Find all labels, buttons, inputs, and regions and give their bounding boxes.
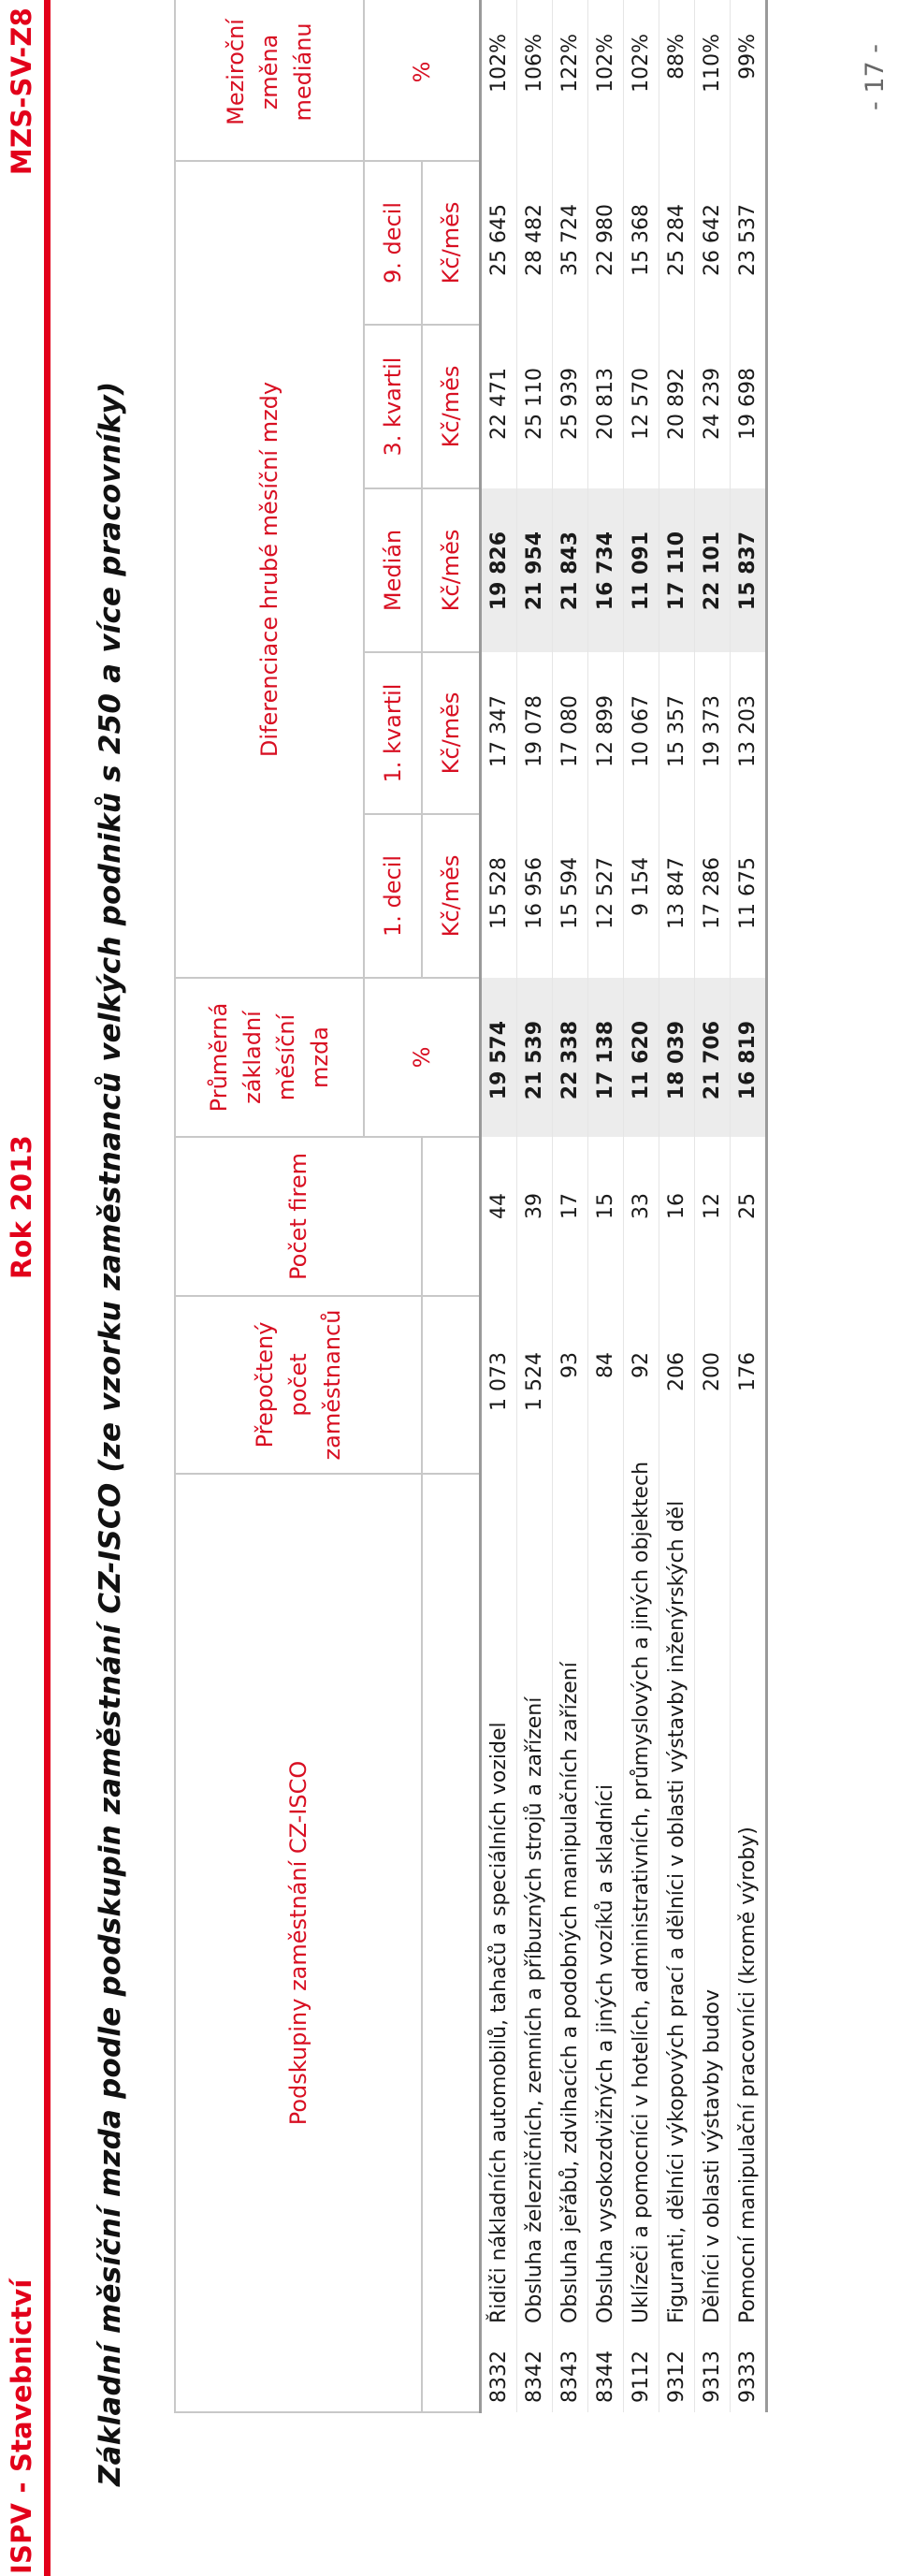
row-median: 19 826 [481,488,517,652]
row-median: 21 843 [553,488,588,652]
row-change: 88% [659,0,695,161]
row-d1: 17 286 [695,814,731,978]
row-change: 102% [624,0,659,161]
col-header-q1: 1. kvartil [364,652,422,814]
unit-change-pct: % [364,0,481,161]
row-d1: 15 528 [481,814,517,978]
row-code: 8332 [481,2325,517,2412]
row-d1: 11 675 [731,814,767,978]
row-name: Obsluha vysokozdvižných a jiných vozíků a skladníci [588,1474,624,2325]
row-name: Uklízeči a pomocníci v hotelích, administrativních, průmyslových a jiných objektech [624,1474,659,2325]
row-q3: 25 939 [553,325,588,488]
row-d1: 13 847 [659,814,695,978]
row-firms: 15 [588,1137,624,1296]
row-d9: 23 537 [731,161,767,325]
row-name: Figuranti, dělníci výkopových prací a dělníci v oblasti výstavby inženýrských děl [659,1474,695,2325]
unit-avg-pct: % [364,978,481,1137]
row-name: Pomocní manipulační pracovníci (kromě výroby) [731,1474,767,2325]
row-avg: 16 819 [731,978,767,1137]
header-divider [44,0,51,2576]
table-row [588,0,624,2412]
row-firms: 39 [517,1137,553,1296]
row-q3: 20 813 [588,325,624,488]
row-q1: 13 203 [731,652,767,814]
header-left: ISPV - Stavebnictví [6,2278,37,2574]
col-header-median: Medián [364,488,422,652]
row-q1: 17 080 [553,652,588,814]
row-q1: 10 067 [624,652,659,814]
unit-blank-employees [422,1296,481,1474]
row-code: 9313 [695,2325,731,2412]
row-d9: 25 645 [481,161,517,325]
row-change: 110% [695,0,731,161]
page-number: - 17 - [861,43,890,110]
row-q3: 24 239 [695,325,731,488]
unit-d1: Kč/měs [422,814,481,978]
table-row [517,0,553,2412]
col-header-q3: 3. kvartil [364,325,422,488]
row-median: 22 101 [695,488,731,652]
row-median: 21 954 [517,488,553,652]
row-firms: 17 [553,1137,588,1296]
row-avg: 21 539 [517,978,553,1137]
col-header-d1: 1. decil [364,814,422,978]
unit-blank-firms [422,1137,481,1296]
row-avg: 17 138 [588,978,624,1137]
row-d9: 26 642 [695,161,731,325]
row-d1: 9 154 [624,814,659,978]
row-employees: 92 [624,1296,659,1474]
row-employees: 206 [659,1296,695,1474]
row-d9: 22 980 [588,161,624,325]
row-avg: 21 706 [695,978,731,1137]
row-q1: 19 078 [517,652,553,814]
row-change: 106% [517,0,553,161]
row-code: 8344 [588,2325,624,2412]
row-avg: 19 574 [481,978,517,1137]
unit-q3: Kč/měs [422,325,481,488]
col-header-employees: Přepočtený počet zaměstnanců [175,1296,422,1474]
row-firms: 16 [659,1137,695,1296]
row-code: 9112 [624,2325,659,2412]
row-firms: 33 [624,1137,659,1296]
page-title: Základní měsíční mzda podle podskupin zaměstnání CZ-ISCO (ze vzorku zaměstnanců velkých podniků s 250 a více pracovníky) [94,381,127,2486]
col-header-avg: Průměrná základní měsíční mzda [175,978,364,1137]
row-code: 9312 [659,2325,695,2412]
row-change: 102% [481,0,517,161]
unit-d9: Kč/měs [422,161,481,325]
row-firms: 12 [695,1137,731,1296]
row-avg: 11 620 [624,978,659,1137]
table-row [695,0,731,2412]
row-q3: 19 698 [731,325,767,488]
row-d9: 25 284 [659,161,695,325]
row-change: 102% [588,0,624,161]
row-firms: 25 [731,1137,767,1296]
col-header-diff: Diferenciace hrubé měsíční mzdy [175,161,364,978]
unit-blank-group [422,1474,481,2412]
row-d9: 15 368 [624,161,659,325]
row-avg: 22 338 [553,978,588,1137]
col-header-change: Meziroční změna mediánu [175,0,364,161]
row-name: Obsluha železničních, zemních a příbuzných strojů a zařízení [517,1474,553,2325]
row-change: 122% [553,0,588,161]
unit-median: Kč/měs [422,488,481,652]
row-d1: 12 527 [588,814,624,978]
row-q1: 12 899 [588,652,624,814]
row-q3: 25 110 [517,325,553,488]
row-d9: 35 724 [553,161,588,325]
row-employees: 200 [695,1296,731,1474]
row-employees: 84 [588,1296,624,1474]
table-row [624,0,659,2412]
row-avg: 18 039 [659,978,695,1137]
row-code: 8342 [517,2325,553,2412]
row-q1: 19 373 [695,652,731,814]
table-row [659,0,695,2412]
row-code: 8343 [553,2325,588,2412]
row-code: 9333 [731,2325,767,2412]
col-header-group: Podskupiny zaměstnání CZ-ISCO [175,1474,422,2412]
row-q3: 20 892 [659,325,695,488]
header-year: Rok 2013 [6,1135,37,1279]
row-median: 15 837 [731,488,767,652]
wage-table [174,0,768,2413]
row-q3: 12 570 [624,325,659,488]
row-employees: 176 [731,1296,767,1474]
col-header-firms: Počet firem [175,1137,422,1296]
row-q1: 15 357 [659,652,695,814]
row-employees: 1 524 [517,1296,553,1474]
row-employees: 93 [553,1296,588,1474]
row-firms: 44 [481,1137,517,1296]
row-d1: 16 956 [517,814,553,978]
row-name: Řidiči nákladních automobilů, tahačů a speciálních vozidel [481,1474,517,2325]
header-code: MZS-SV-Z8 [6,7,37,176]
row-name: Obsluha jeřábů, zdvihacích a podobných manipulačních zařízení [553,1474,588,2325]
col-header-d9: 9. decil [364,161,422,325]
row-name: Dělníci v oblasti výstavby budov [695,1474,731,2325]
row-median: 11 091 [624,488,659,652]
table-row [481,0,517,2412]
row-employees: 1 073 [481,1296,517,1474]
table-row [553,0,588,2412]
row-median: 16 734 [588,488,624,652]
row-change: 99% [731,0,767,161]
row-q3: 22 471 [481,325,517,488]
row-d1: 15 594 [553,814,588,978]
unit-q1: Kč/měs [422,652,481,814]
row-d9: 28 482 [517,161,553,325]
table-row [731,0,767,2412]
row-q1: 17 347 [481,652,517,814]
row-median: 17 110 [659,488,695,652]
